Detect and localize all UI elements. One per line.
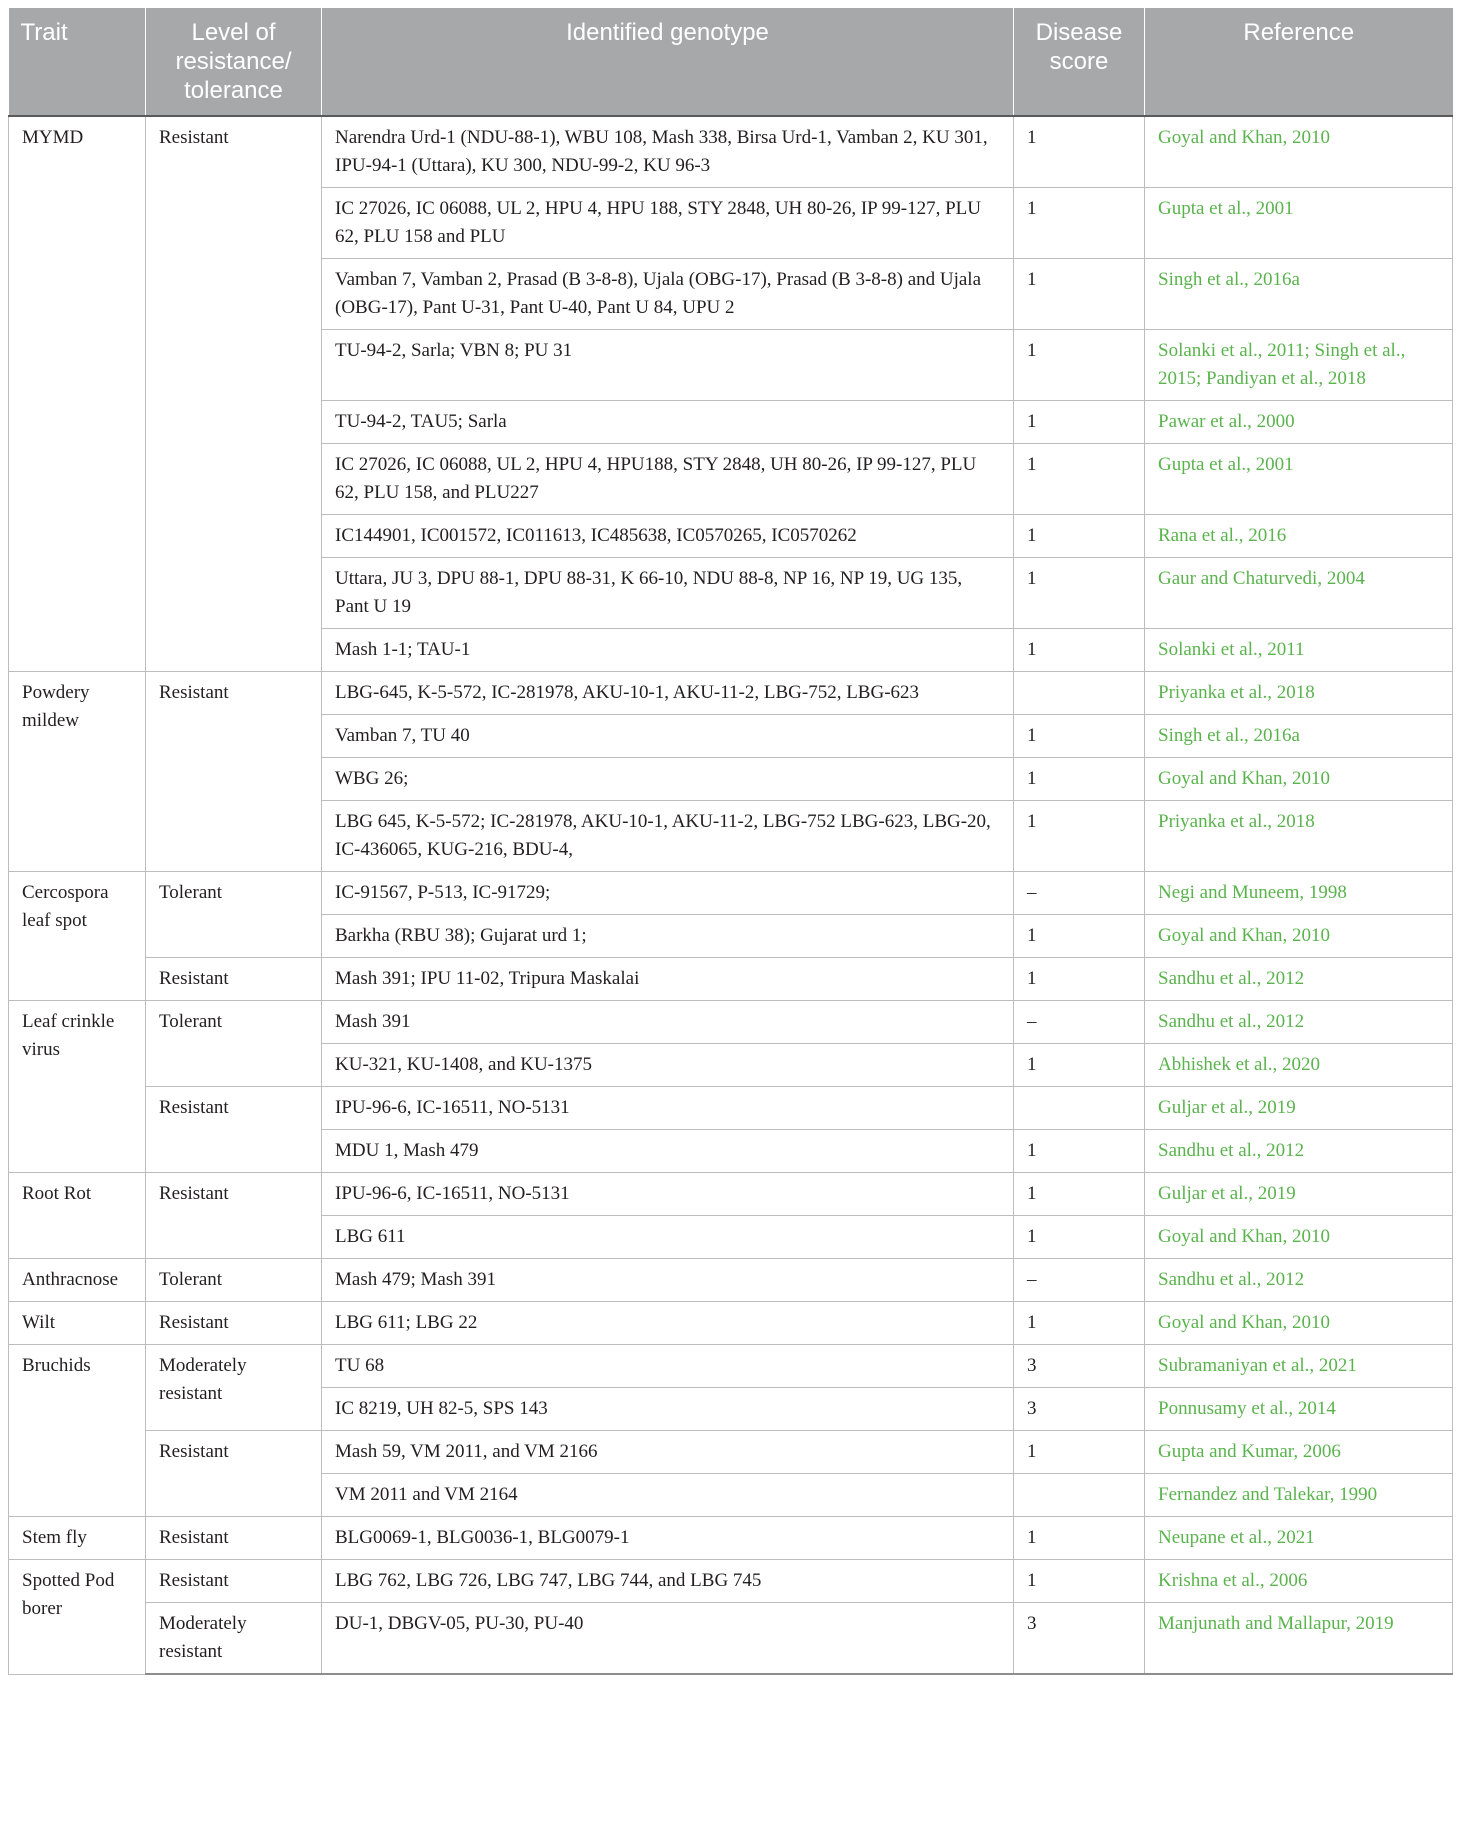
trait-cell: Spotted Pod borer — [9, 1560, 146, 1675]
genotype-cell: Mash 391 — [322, 1001, 1014, 1044]
score-cell: 1 — [1014, 715, 1145, 758]
reference-link[interactable]: Priyanka et al., 2018 — [1145, 801, 1453, 872]
genotype-cell: Mash 391; IPU 11-02, Tripura Maskalai — [322, 958, 1014, 1001]
genotype-cell: WBG 26; — [322, 758, 1014, 801]
score-cell: 1 — [1014, 1302, 1145, 1345]
header-genotype: Identified genotype — [322, 8, 1014, 116]
reference-link[interactable]: Goyal and Khan, 2010 — [1145, 1216, 1453, 1259]
level-cell: Moderately resistant — [146, 1603, 322, 1675]
score-cell: 1 — [1014, 1560, 1145, 1603]
score-cell: 1 — [1014, 1431, 1145, 1474]
genotype-cell: Mash 479; Mash 391 — [322, 1259, 1014, 1302]
table-row — [9, 116, 1453, 188]
score-cell: 3 — [1014, 1603, 1145, 1675]
score-cell: 1 — [1014, 915, 1145, 958]
score-cell: 1 — [1014, 259, 1145, 330]
table-row — [9, 1302, 1453, 1345]
table-row — [9, 672, 1453, 715]
table-row — [9, 1173, 1453, 1216]
genotype-cell: IC144901, IC001572, IC011613, IC485638, IC0570265, IC0570262 — [322, 515, 1014, 558]
header-row — [9, 8, 1453, 116]
reference-link[interactable]: Singh et al., 2016a — [1145, 259, 1453, 330]
header-trait: Trait — [9, 8, 146, 116]
trait-cell: Stem fly — [9, 1517, 146, 1560]
level-cell: Resistant — [146, 672, 322, 872]
genotype-cell: KU-321, KU-1408, and KU-1375 — [322, 1044, 1014, 1087]
score-cell: 1 — [1014, 801, 1145, 872]
score-cell: 1 — [1014, 1130, 1145, 1173]
level-cell: Resistant — [146, 1517, 322, 1560]
level-cell: Resistant — [146, 1087, 322, 1173]
genotype-cell: IPU-96-6, IC-16511, NO-5131 — [322, 1173, 1014, 1216]
score-cell: – — [1014, 1259, 1145, 1302]
table-row — [9, 1603, 1453, 1675]
trait-cell: Wilt — [9, 1302, 146, 1345]
reference-link[interactable]: Sandhu et al., 2012 — [1145, 1130, 1453, 1173]
genotype-cell: TU 68 — [322, 1345, 1014, 1388]
genotype-cell: LBG-645, K-5-572, IC-281978, AKU-10-1, AKU-11-2, LBG-752, LBG-623 — [322, 672, 1014, 715]
score-cell: 1 — [1014, 188, 1145, 259]
reference-link[interactable]: Fernandez and Talekar, 1990 — [1145, 1474, 1453, 1517]
trait-cell: MYMD — [9, 116, 146, 672]
reference-link[interactable]: Goyal and Khan, 2010 — [1145, 758, 1453, 801]
genotype-cell: LBG 645, K-5-572; IC-281978, AKU-10-1, AKU-11-2, LBG-752 LBG-623, LBG-20, IC-436065, KUG-216, BDU-4, — [322, 801, 1014, 872]
table-row — [9, 1259, 1453, 1302]
reference-link[interactable]: Abhishek et al., 2020 — [1145, 1044, 1453, 1087]
genotype-cell: TU-94-2, Sarla; VBN 8; PU 31 — [322, 330, 1014, 401]
genotype-cell: IC 8219, UH 82-5, SPS 143 — [322, 1388, 1014, 1431]
table-row — [9, 872, 1453, 915]
score-cell: 1 — [1014, 629, 1145, 672]
genotype-cell: Uttara, JU 3, DPU 88-1, DPU 88-31, K 66-10, NDU 88-8, NP 16, NP 19, UG 135, Pant U 19 — [322, 558, 1014, 629]
level-cell: Moderately resistant — [146, 1345, 322, 1431]
genotype-resistance-table — [8, 8, 1453, 1675]
reference-link[interactable]: Subramaniyan et al., 2021 — [1145, 1345, 1453, 1388]
reference-link[interactable]: Ponnusamy et al., 2014 — [1145, 1388, 1453, 1431]
reference-link[interactable]: Krishna et al., 2006 — [1145, 1560, 1453, 1603]
table-row — [9, 1431, 1453, 1474]
trait-cell: Anthracnose — [9, 1259, 146, 1302]
score-cell: – — [1014, 872, 1145, 915]
reference-link[interactable]: Gupta et al., 2001 — [1145, 188, 1453, 259]
reference-link[interactable]: Priyanka et al., 2018 — [1145, 672, 1453, 715]
genotype-cell: LBG 611; LBG 22 — [322, 1302, 1014, 1345]
reference-link[interactable]: Guljar et al., 2019 — [1145, 1087, 1453, 1130]
genotype-cell: LBG 762, LBG 726, LBG 747, LBG 744, and LBG 745 — [322, 1560, 1014, 1603]
reference-link[interactable]: Goyal and Khan, 2010 — [1145, 915, 1453, 958]
level-cell: Resistant — [146, 958, 322, 1001]
reference-link[interactable]: Guljar et al., 2019 — [1145, 1173, 1453, 1216]
genotype-cell: Barkha (RBU 38); Gujarat urd 1; — [322, 915, 1014, 958]
reference-link[interactable]: Singh et al., 2016a — [1145, 715, 1453, 758]
level-cell: Resistant — [146, 116, 322, 672]
trait-cell: Cercospora leaf spot — [9, 872, 146, 1001]
reference-link[interactable]: Sandhu et al., 2012 — [1145, 1001, 1453, 1044]
reference-link[interactable]: Gupta and Kumar, 2006 — [1145, 1431, 1453, 1474]
table-row — [9, 958, 1453, 1001]
genotype-cell: Vamban 7, TU 40 — [322, 715, 1014, 758]
trait-cell: Leaf crinkle virus — [9, 1001, 146, 1173]
table-row — [9, 1001, 1453, 1044]
header-reference: Reference — [1145, 8, 1453, 116]
genotype-cell: IPU-96-6, IC-16511, NO-5131 — [322, 1087, 1014, 1130]
genotype-cell: Narendra Urd-1 (NDU-88-1), WBU 108, Mash 338, Birsa Urd-1, Vamban 2, KU 301, IPU-94-1 (Uttara), KU 300, NDU-99-2, KU 96-3 — [322, 116, 1014, 188]
score-cell: 1 — [1014, 558, 1145, 629]
genotype-cell: Mash 1-1; TAU-1 — [322, 629, 1014, 672]
reference-link[interactable]: Rana et al., 2016 — [1145, 515, 1453, 558]
genotype-cell: TU-94-2, TAU5; Sarla — [322, 401, 1014, 444]
reference-link[interactable]: Sandhu et al., 2012 — [1145, 958, 1453, 1001]
level-cell: Resistant — [146, 1560, 322, 1603]
level-cell: Tolerant — [146, 1259, 322, 1302]
genotype-cell: Mash 59, VM 2011, and VM 2166 — [322, 1431, 1014, 1474]
score-cell: 1 — [1014, 515, 1145, 558]
score-cell — [1014, 1474, 1145, 1517]
score-cell: 1 — [1014, 330, 1145, 401]
genotype-cell: IC 27026, IC 06088, UL 2, HPU 4, HPU 188, STY 2848, UH 80-26, IP 99-127, PLU 62, PLU 158 and PLU — [322, 188, 1014, 259]
score-cell: 1 — [1014, 1173, 1145, 1216]
reference-link[interactable]: Solanki et al., 2011 — [1145, 629, 1453, 672]
reference-link[interactable]: Goyal and Khan, 2010 — [1145, 116, 1453, 188]
score-cell — [1014, 1087, 1145, 1130]
table-row — [9, 1560, 1453, 1603]
level-cell: Tolerant — [146, 1001, 322, 1087]
genotype-cell: Vamban 7, Vamban 2, Prasad (B 3-8-8), Ujala (OBG-17), Prasad (B 3-8-8) and Ujala (OBG-17), Pant U-31, Pant U-40, Pant U 84, UPU 2 — [322, 259, 1014, 330]
trait-cell: Bruchids — [9, 1345, 146, 1517]
genotype-cell: MDU 1, Mash 479 — [322, 1130, 1014, 1173]
level-cell: Resistant — [146, 1431, 322, 1517]
score-cell: 1 — [1014, 116, 1145, 188]
genotype-cell: BLG0069-1, BLG0036-1, BLG0079-1 — [322, 1517, 1014, 1560]
score-cell — [1014, 672, 1145, 715]
score-cell: 3 — [1014, 1345, 1145, 1388]
table-header — [9, 8, 1453, 116]
level-cell: Tolerant — [146, 872, 322, 958]
level-cell: Resistant — [146, 1173, 322, 1259]
table-row — [9, 1345, 1453, 1388]
genotype-cell: LBG 611 — [322, 1216, 1014, 1259]
genotype-cell: IC 27026, IC 06088, UL 2, HPU 4, HPU188, STY 2848, UH 80-26, IP 99-127, PLU 62, PLU 158, and PLU227 — [322, 444, 1014, 515]
score-cell: 1 — [1014, 758, 1145, 801]
reference-link[interactable]: Negi and Muneem, 1998 — [1145, 872, 1453, 915]
score-cell: 1 — [1014, 444, 1145, 515]
score-cell: 1 — [1014, 958, 1145, 1001]
reference-link[interactable]: Manjunath and Mallapur, 2019 — [1145, 1603, 1453, 1675]
genotype-cell: DU-1, DBGV-05, PU-30, PU-40 — [322, 1603, 1014, 1675]
reference-link[interactable]: Solanki et al., 2011; Singh et al., 2015; Pandiyan et al., 2018 — [1145, 330, 1453, 401]
score-cell: 1 — [1014, 1044, 1145, 1087]
genotype-cell: VM 2011 and VM 2164 — [322, 1474, 1014, 1517]
reference-link[interactable]: Gaur and Chaturvedi, 2004 — [1145, 558, 1453, 629]
trait-cell: Powdery mildew — [9, 672, 146, 872]
table-row — [9, 1087, 1453, 1130]
reference-link[interactable]: Pawar et al., 2000 — [1145, 401, 1453, 444]
score-cell: 1 — [1014, 1517, 1145, 1560]
table-body — [9, 116, 1453, 1674]
score-cell: 1 — [1014, 401, 1145, 444]
reference-link[interactable]: Gupta et al., 2001 — [1145, 444, 1453, 515]
genotype-cell: IC-91567, P-513, IC-91729; — [322, 872, 1014, 915]
header-level: Level of resistance/ tolerance — [146, 8, 322, 116]
score-cell: – — [1014, 1001, 1145, 1044]
score-cell: 1 — [1014, 1216, 1145, 1259]
reference-link[interactable]: Goyal and Khan, 2010 — [1145, 1302, 1453, 1345]
header-score: Disease score — [1014, 8, 1145, 116]
trait-cell: Root Rot — [9, 1173, 146, 1259]
reference-link[interactable]: Neupane et al., 2021 — [1145, 1517, 1453, 1560]
level-cell: Resistant — [146, 1302, 322, 1345]
reference-link[interactable]: Sandhu et al., 2012 — [1145, 1259, 1453, 1302]
table-row — [9, 1517, 1453, 1560]
table-container — [8, 8, 1452, 1675]
score-cell: 3 — [1014, 1388, 1145, 1431]
